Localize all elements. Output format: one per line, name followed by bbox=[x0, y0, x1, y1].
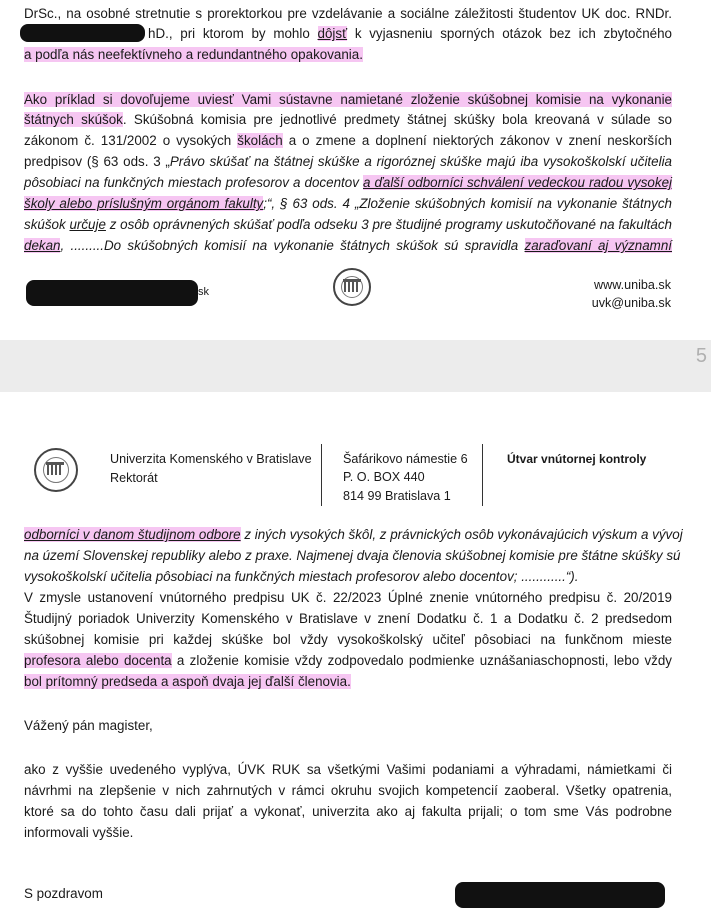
header-address-line2: P. O. BOX 440 bbox=[343, 470, 425, 484]
text-line: školy alebo príslušným orgánom fakulty;“, § 63 ods. 4 „Zloženie skúšobných komisií na vykonanie štátnych bbox=[24, 196, 672, 211]
header-address-line3: 814 99 Bratislava 1 bbox=[343, 489, 451, 503]
text-line: pôsobiaci na funkčných miestach profesorov a docentov a ďalší odborníci schválení vedeckou radou vysokej bbox=[24, 175, 673, 190]
university-logo bbox=[34, 448, 78, 492]
header-rectorate: Rektorát bbox=[110, 471, 158, 485]
salutation: Vážený pán magister, bbox=[24, 718, 153, 733]
closing: S pozdravom bbox=[24, 886, 103, 901]
text-line: odborníci v danom študijnom odbore z iných vysokých škôl, z právnických osôb vykonávajúcich výskum a vývoj bbox=[24, 527, 683, 542]
document-page-1 bbox=[0, 0, 711, 340]
redaction-bar bbox=[26, 280, 198, 306]
header-divider bbox=[482, 444, 483, 506]
text-line: návrhmi na zlepšenie v nich zahrnutých v rámci okruhu svojich kompetencií zaoberal. Všetky opatrenia, bbox=[24, 783, 672, 798]
header-university: Univerzita Komenského v Bratislave bbox=[110, 452, 312, 466]
header-divider bbox=[321, 444, 322, 506]
header-department: Útvar vnútornej kontroly bbox=[507, 452, 647, 466]
university-logo bbox=[333, 268, 371, 306]
text-line: dekan, .........Do skúšobných komisií na vykonanie štátnych skúšok sú spravidla zaraďovaní aj významní bbox=[24, 238, 672, 253]
text-line: Ako príklad si dovoľujeme uviesť Vami sústavne namietané zloženie skúšobnej komisie na vykonanie bbox=[24, 92, 672, 107]
text-line: Študijný poriadok Univerzity Komenského v Bratislave v znení Dodatku č. 1 a Dodatku č. 2 predsedom bbox=[24, 611, 672, 626]
redaction-bar bbox=[455, 882, 665, 908]
document-page-2 bbox=[0, 392, 711, 910]
page-number: 5 bbox=[695, 345, 707, 367]
text-line: štátnych skúšok. Skúšobná komisia pre jednotlivé predmety štátnej skúšky bola kreovaná v súlade so bbox=[24, 112, 673, 127]
footer-text: sk bbox=[198, 286, 209, 298]
footer-email: uvk@uniba.sk bbox=[591, 296, 671, 310]
text-line: informovali vyššie. bbox=[24, 825, 134, 840]
text-line: zákonom č. 131/2002 o vysokých školách a o zmene a doplnení niektorých zákonov v znení neskorších bbox=[24, 133, 672, 148]
text-line: vysokoškolskí učitelia pôsobiaci na funkčných miestach profesorov alebo docentov; ............“). bbox=[24, 569, 579, 584]
text-line: hD., pri ktorom by mohlo dôjsť k vyjasneniu sporných otázok bez ich zbytočného bbox=[148, 26, 672, 41]
text-line: skúšok určuje z osôb oprávnených skúšať podľa odseku 3 pre študijné programy uskutočňované na fakultách bbox=[24, 217, 672, 232]
text-line: ako z vyššie uvedeného vyplýva, ÚVK RUK sa všetkými Vašimi podaniami a výhradami, námietkami či bbox=[24, 762, 672, 777]
header-address-line1: Šafárikovo námestie 6 bbox=[343, 452, 468, 466]
text-line: V zmysle ustanovení vnútorného predpisu UK č. 22/2023 Úplné znenie vnútorného predpisu č. 20/2019 bbox=[24, 590, 672, 605]
text-line: skúšobnej komisie pri každej skúške bol vždy vysokoškolský učiteľ pôsobiaci na funkčnom mieste bbox=[24, 632, 672, 647]
footer-web: www.uniba.sk bbox=[594, 278, 671, 292]
text-line: bol prítomný predseda a aspoň dvaja jej ďalší členovia. bbox=[24, 674, 351, 689]
redaction-bar bbox=[20, 24, 145, 42]
page-gap bbox=[0, 340, 711, 392]
text-line: predpisov (§ 63 ods. 3 „Právo skúšať na štátnej skúške a rigoróznej skúške majú iba vysokoškolskí učitelia bbox=[24, 154, 672, 169]
text-line: na území Slovenskej republiky alebo z praxe. Najmenej dvaja členovia skúšobnej komisie pre štátne skúšky sú bbox=[24, 548, 681, 563]
text-line: a podľa nás neefektívneho a redundantného opakovania. bbox=[24, 47, 363, 62]
text-line: profesora alebo docenta a zloženie komisie vždy zodpovedalo podmienke uznášaniaschopnosti, lebo vždy bbox=[24, 653, 672, 668]
text-line: ktoré sa do tohto času dali prijať a vykonať, univerzita ako aj fakulta prijali; o tom sme Vás podrobne bbox=[24, 804, 672, 819]
text-line: DrSc., na osobné stretnutie s prorektorkou pre vzdelávanie a sociálne záležitosti študentov UK doc. RNDr. bbox=[24, 6, 672, 21]
